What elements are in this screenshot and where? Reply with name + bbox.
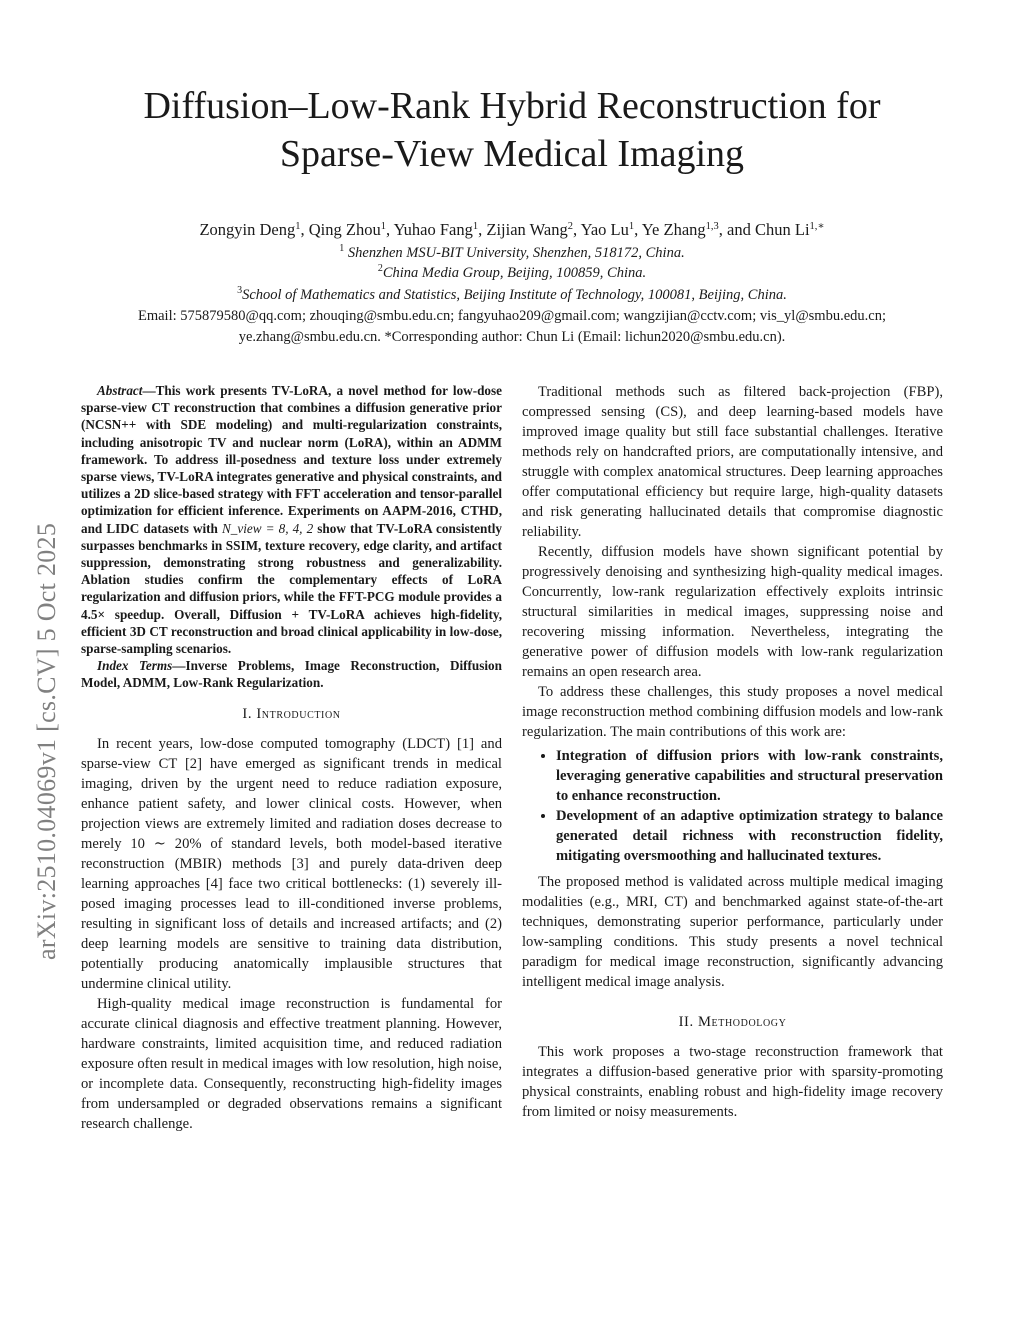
author-list <box>60 220 964 240</box>
list-item: • Development of an adaptive optimization strategy to balance generated detail richness with reconstruction fidelity, mitigating oversmoothing and hallucinated textures. <box>556 806 943 866</box>
author: Yuhao Fang$^1$, <box>393 220 487 239</box>
right-paragraph-3: To address these challenges, this study proposes a novel medical image reconstruction method combining diffusion models and low-rank regularization. The main contributions of this work are: <box>522 684 943 740</box>
author: Yao Lu$^1$, <box>580 220 642 239</box>
author: Zongyin Deng$^1$, <box>199 220 309 239</box>
title-line-1: Diffusion–Low-Rank Hybrid Reconstruction for <box>143 85 881 127</box>
arxiv-stamp <box>22 380 62 960</box>
arxiv-identifier: arXiv:2510.04069v1 [cs.CV] 5 Oct 2025 <box>32 522 61 960</box>
right-paragraph-1: Traditional methods such as filtered back-projection (FBP), compressed sensing (CS), and deep learning-based models have improved image quality but still face substantial challenges. Iterative methods rely on handcrafted priors, are computationally intensive, and struggle with complex anatomical structures. Deep learning approaches offer computational efficiency but require large, high-quality datasets and risk generating hallucinated details that compromise diagnostic reliability. <box>522 384 943 540</box>
affiliation-2: $^2$China Media Group, Beijing, 100859, China. <box>377 263 647 281</box>
right-paragraph-2: Recently, diffusion models have shown significant potential by progressively denoising and synthesizing high-quality medical images. Concurrently, low-rank regularization effectively exploits intrinsic structural similarities in medical images, suppressing noise and recovering missing information. Nevertheless, integrating the generative power of diffusion models with low-rank regularization remains an open research area. <box>522 544 943 680</box>
abstract-math: N_view = 8, 4, 2 <box>221 520 314 536</box>
left-column <box>81 382 502 1134</box>
email-line-1: Email: 575879580@qq.com; zhouqing@smbu.edu.cn; fangyuhao209@gmail.com; wangzijian@cctv.com; vis_yl@smbu.edu.cn; <box>137 308 886 324</box>
contributions-list <box>522 746 943 866</box>
email-line-2: ye.zhang@smbu.edu.cn. *Corresponding author: Chun Li (Email: lichun2020@smbu.edu.cn). <box>238 329 786 345</box>
paper-title <box>80 82 944 178</box>
author: Zijian Wang$^2$, <box>486 220 581 239</box>
section-heading-methodology: II. Methodology <box>678 1014 787 1030</box>
right-paragraph-4: The proposed method is validated across multiple medical imaging modalities (e.g., MRI, CT) and benchmarked against state-of-the-art techniques, demonstrating superior performance, particularly under low-sampling conditions. This study presents a novel technical paradigm for medical image reconstruction, significantly advancing intelligent medical image analysis. <box>522 874 943 990</box>
author: Ye Zhang$^{1,3}$, and <box>641 220 755 239</box>
intro-paragraph-1: In recent years, low-dose computed tomography (LDCT) [1] and sparse-view CT [2] have emerged as significant trends in medical imaging, driven by the urgent need to reduce radiation exposure, enhance patient safety, and lower clinical costs. However, when projection views are extremely limited and radiation doses decrease to merely 10 ∼ 20% of standard levels, both model-based iterative reconstruction (MBIR) methods [3] and purely data-driven deep learning approaches [4] face two critical bottlenecks: (1) severely ill-posed imaging processes lead to ill-conditioned inverse problems, resulting in significant loss of details and increased artifacts; and (2) deep learning models are sensitive to training data distribution, potentially producing anatomically implausible structures that undermine clinical utility. <box>81 735 502 992</box>
right-column <box>522 382 943 1122</box>
affiliation-1: $^1$ Shenzhen MSU-BIT University, Shenzhen, 518172, China. <box>339 243 685 261</box>
author: Qing Zhou$^1$, <box>308 220 394 239</box>
author: Chun $Li^{1,∗}$ <box>754 220 825 239</box>
title-line-2: Sparse-View Medical Imaging <box>279 133 745 175</box>
method-paragraph-1: This work proposes a two-stage reconstruction framework that integrates a diffusion-based generative prior with sparsity-promoting physical constraints, enabling robust and high-fidelity image recovery from limited or noisy measurements. <box>522 1044 943 1120</box>
section-heading-introduction: I. Introduction <box>242 705 341 722</box>
intro-paragraph-2: High-quality medical image reconstruction is fundamental for accurate clinical diagnosis and effective treatment planning. However, hardware constraints, limited acquisition time, and reduced radiation exposure often result in medical images with low resolution, high noise, or incomplete data. Consequently, reconstructing high-fidelity images from undersampled or degraded observations remains a significant research challenge. <box>81 995 502 1132</box>
affiliation-3: $^3$School of Mathematics and Statistics, Beijing Institute of Technology, 100081, Beijing, China. <box>237 285 787 303</box>
abstract: Abstract—This work presents TV-LoRA, a novel method for low-dose sparse-view CT reconstruction that combines a diffusion generative prior (NCSN++ with SDE modeling) and multi-regularization constraints, including anisotropic TV and nuclear norm (LoRA), within an ADMM framework. To address ill-posedness and texture loss under extremely sparse views, TV-LoRA integrates generative and physical constraints, and utilizes a 2D slice-based strategy with FFT acceleration and tensor-parallel optimization for efficient inference. Experiments on AAPM-2016, CTHD, and LIDC datasets with N_view = 8, 4, 2 show that TV-LoRA consistently surpasses benchmarks in SSIM, texture recovery, edge clarity, and artifact suppression, demonstrating strong robustness and generalizability. Ablation studies confirm the complementary effects of LoRA regularization and diffusion priors, while the FFT-PCG module provides a 4.5× speedup. Overall, Diffusion + TV-LoRA achieves high-fidelity, efficient 3D CT reconstruction and broad clinical applicability in low-dose, sparse-sampling scenarios. <box>81 383 502 657</box>
list-item: • Integration of diffusion priors with low-rank constraints, leveraging generative capabilities and structural preservation to enhance reconstruction. <box>556 746 943 806</box>
index-terms: Index Terms—Inverse Problems, Image Reconstruction, Diffusion Model, ADMM, Low-Rank Regularization. <box>81 658 502 691</box>
